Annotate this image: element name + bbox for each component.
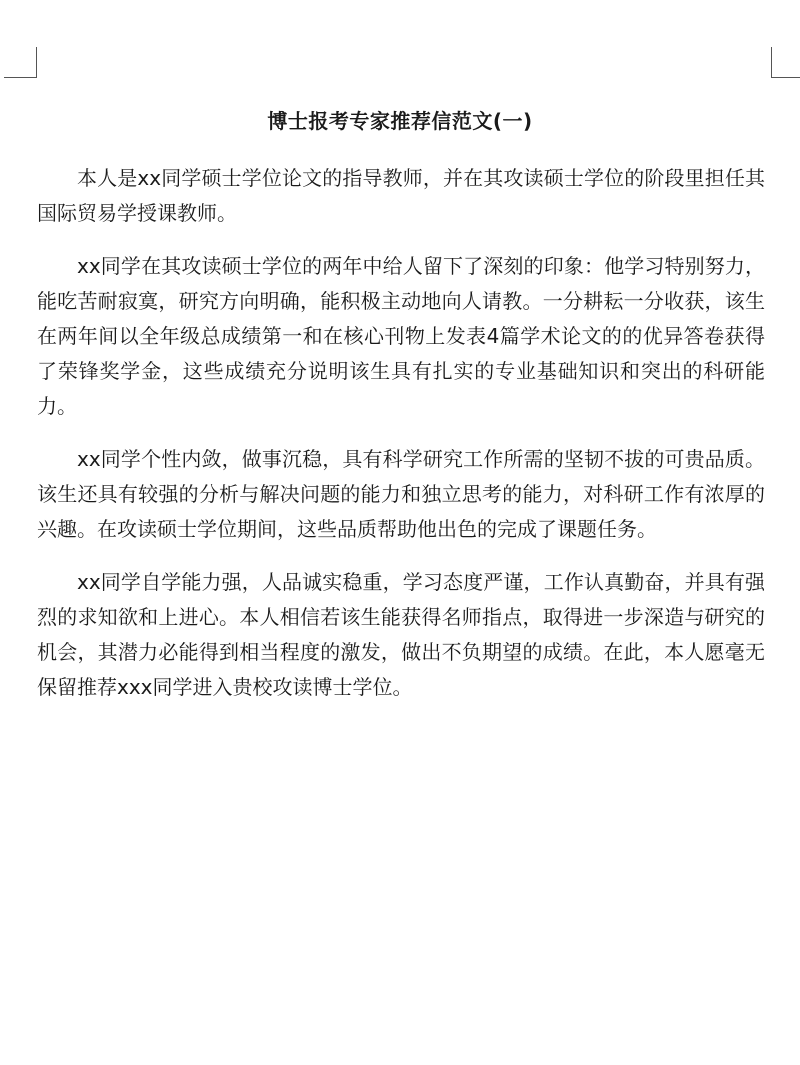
document-body [37, 161, 765, 723]
paragraph-1: 本人是xx同学硕士学位论文的指导教师，并在其攻读硕士学位的阶段里担任其国际贸易学授课教师。 [37, 166, 765, 225]
paragraph-2: xx同学在其攻读硕士学位的两年中给人留下了深刻的印象：他学习特别努力，能吃苦耐寂寞，研究方向明确，能积极主动地向人请教。一分耕耘一分收获，该生在两年间以全年级总成绩第一和在核心刊物上发表4篇学术论文的的优异答卷获得了荣锋奖学金，这些成绩充分说明该生具有扎实的专业基础知识和突出的科研能力。 [37, 254, 765, 418]
paragraph-3: xx同学个性内敛，做事沉稳，具有科学研究工作所需的坚韧不拔的可贵品质。该生还具有较强的分析与解决问题的能力和独立思考的能力，对科研工作有浓厚的兴趣。在攻读硕士学位期间，这些品质帮助他出色的完成了课题任务。 [37, 447, 765, 541]
top-left-margin-mark [4, 47, 37, 78]
top-right-margin-mark [771, 47, 800, 78]
document-title: 博士报考专家推荐信范文(一) [267, 109, 533, 133]
paragraph-4: xx同学自学能力强，人品诚实稳重，学习态度严谨，工作认真勤奋，并具有强烈的求知欲和上进心。本人相信若该生能获得名师指点，取得进一步深造与研究的机会，其潜力必能得到相当程度的激发，做出不负期望的成绩。在此，本人愿毫无保留推荐xxx同学进入贵校攻读博士学位。 [37, 570, 765, 699]
